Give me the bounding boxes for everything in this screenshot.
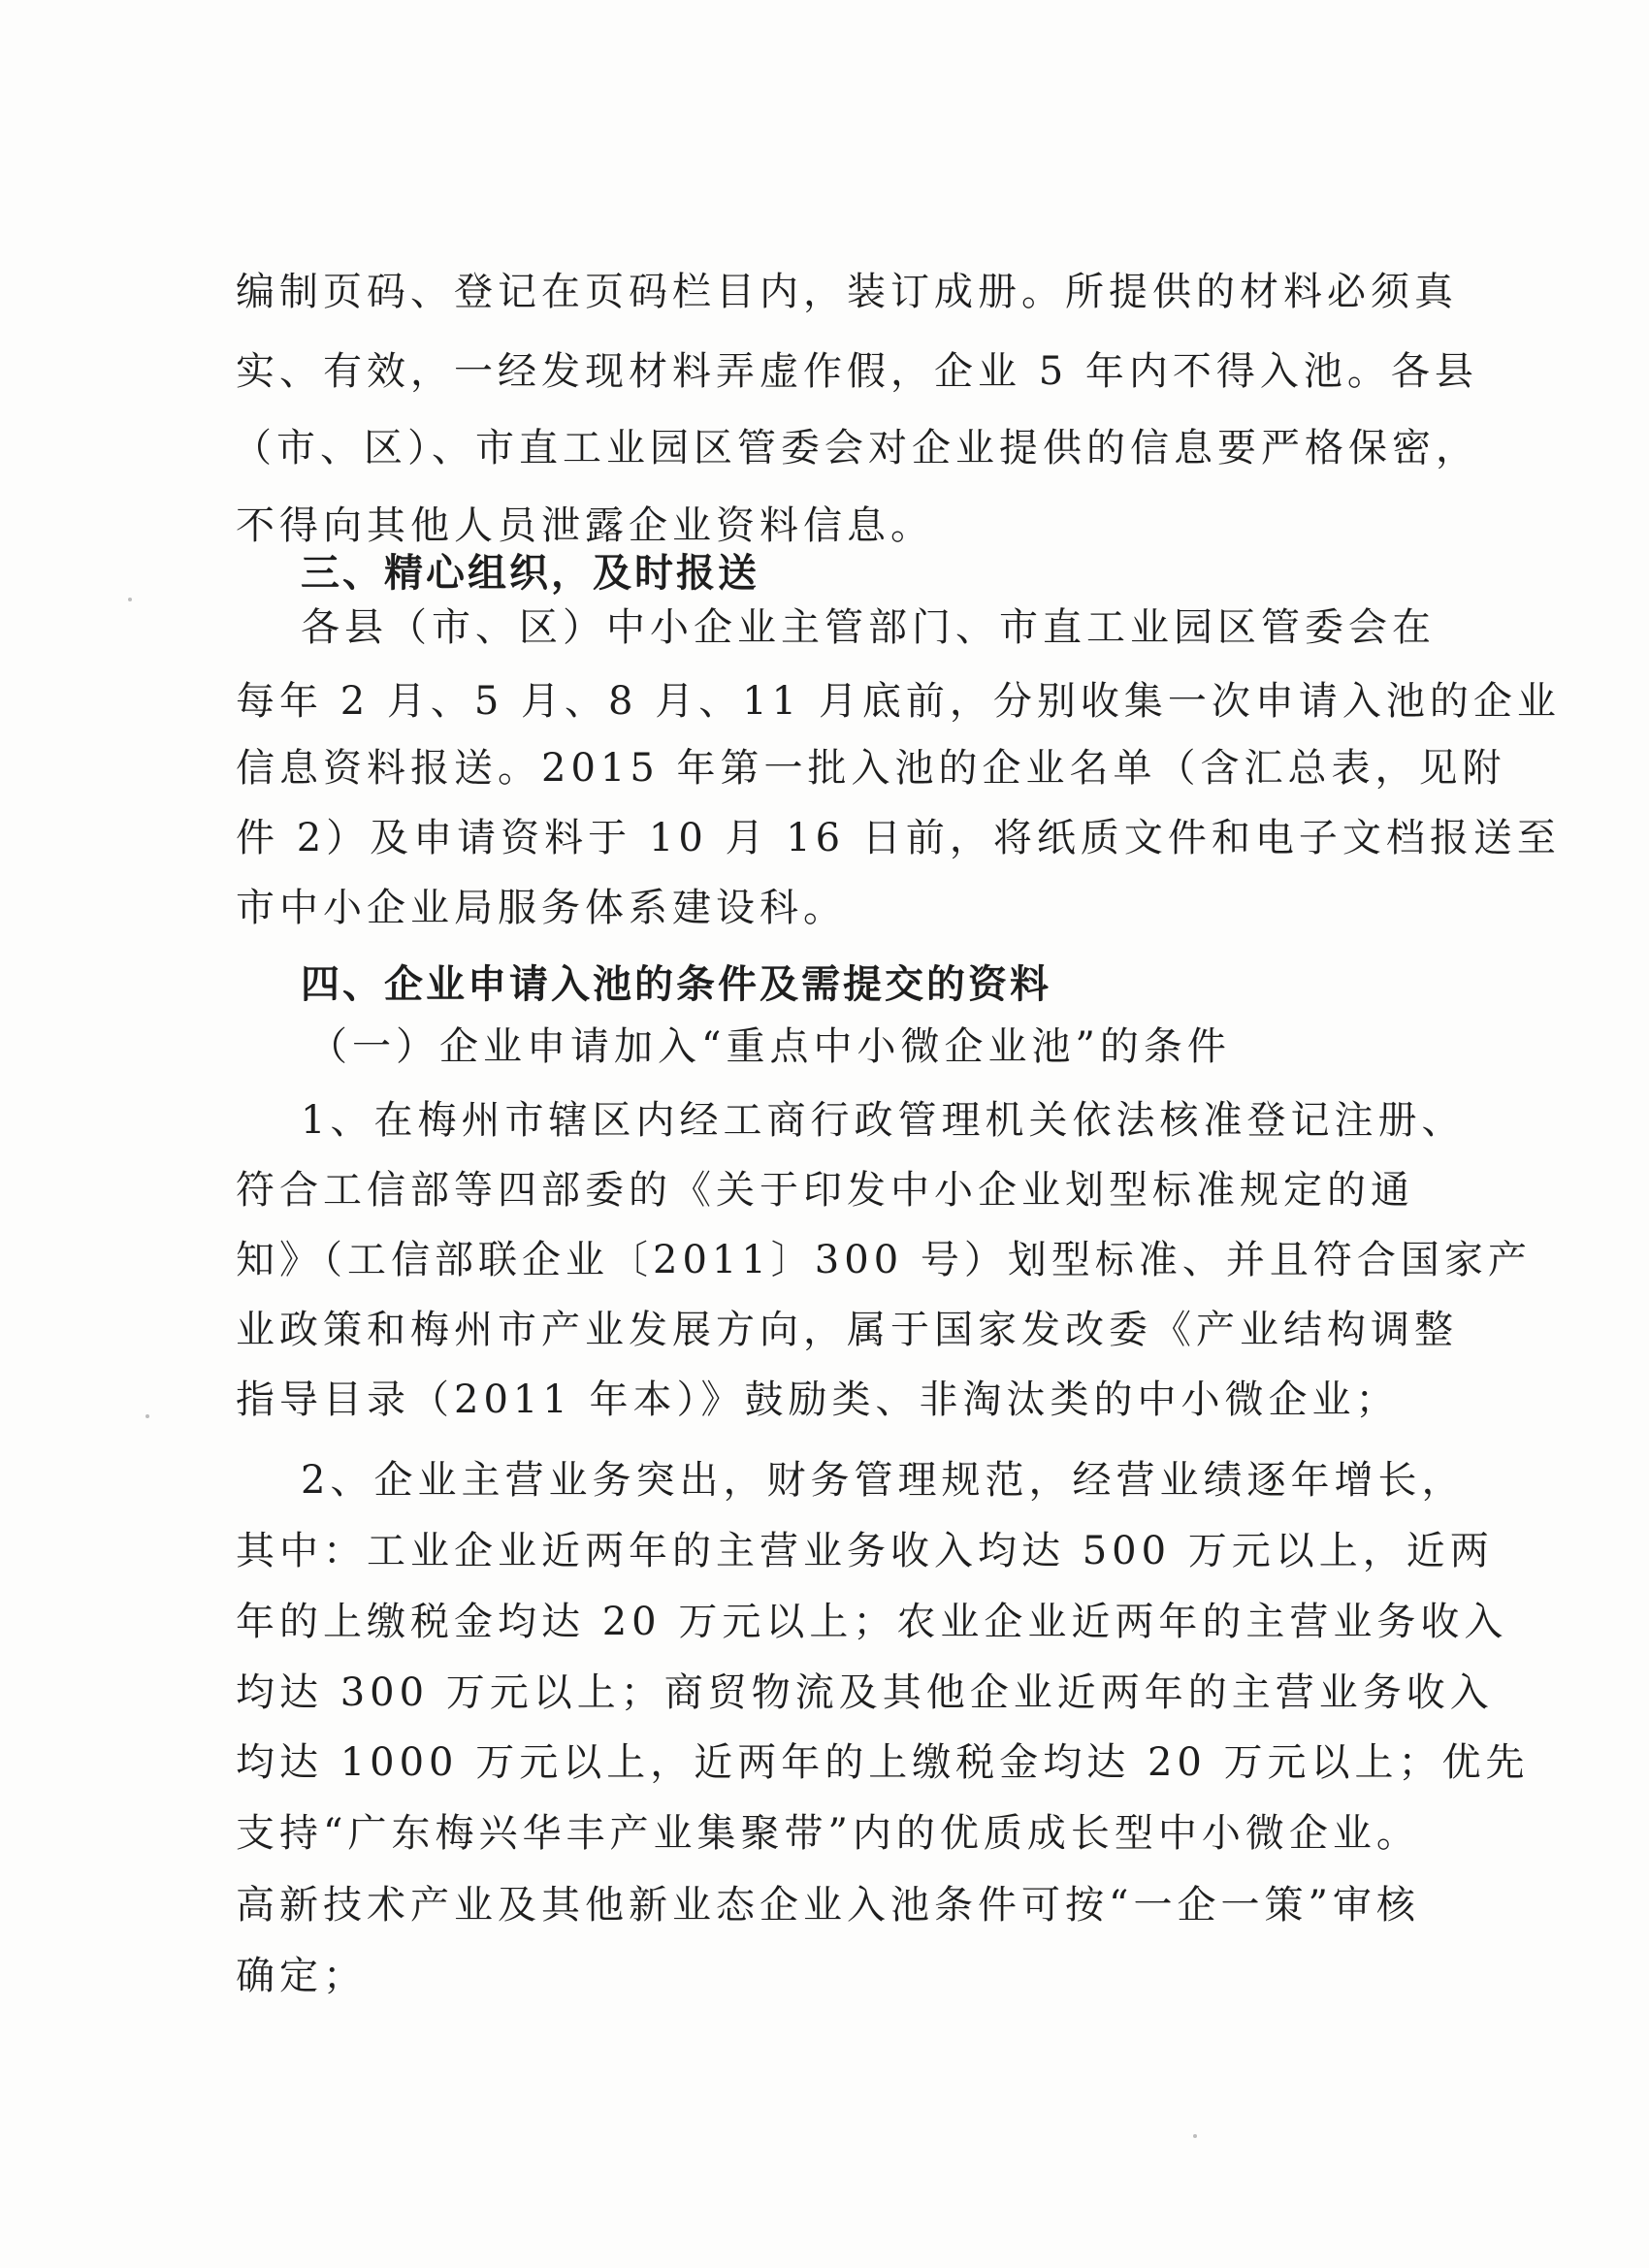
paragraph-line: 不得向其他人员泄露企业资料信息。 [236, 503, 934, 548]
scan-speck [1193, 2134, 1197, 2138]
paragraph-line: 2、企业主营业务突出，财务管理规范，经营业绩逐年增长， [301, 1458, 1466, 1503]
section-heading: 三、精心组织，及时报送 [301, 551, 760, 596]
paragraph-line: 支持“广东梅兴华丰产业集聚带”内的优质成长型中小微企业。 [236, 1811, 1420, 1856]
paragraph-line: 知》（工信部联企业〔2011〕300 号）划型标准、并且符合国家产 [236, 1238, 1532, 1282]
paragraph-line: 信息资料报送。2015 年第一批入池的企业名单（含汇总表，见附 [236, 746, 1506, 791]
paragraph-line: 1、在梅州市辖区内经工商行政管理机关依法核准登记注册、 [301, 1098, 1466, 1143]
paragraph-line: 高新技术产业及其他新业态企业入池条件可按“一企一策”审核 [236, 1883, 1420, 1928]
paragraph-line: 符合工信部等四部委的《关于印发中小企业划型标准规定的通 [236, 1168, 1414, 1213]
section-heading: 四、企业申请入池的条件及需提交的资料 [301, 962, 1051, 1007]
paragraph-line: 件 2）及申请资料于 10 月 16 日前，将纸质文件和电子文档报送至 [236, 816, 1561, 860]
subsection-heading: （一）企业申请加入“重点中小微企业池”的条件 [308, 1024, 1231, 1069]
paragraph-line: 业政策和梅州市产业发展方向，属于国家发改委《产业结构调整 [236, 1308, 1458, 1352]
paragraph-line: 编制页码、登记在页码栏目内，装订成册。所提供的材料必须真 [236, 270, 1458, 314]
paragraph-line: 年的上缴税金均达 20 万元以上；农业企业近两年的主营业务收入 [236, 1600, 1508, 1644]
paragraph-line: 市中小企业局服务体系建设科。 [236, 886, 847, 930]
paragraph-line: 每年 2 月、5 月、8 月、11 月底前，分别收集一次申请入池的企业 [236, 679, 1561, 724]
paragraph-line: 均达 1000 万元以上，近两年的上缴税金均达 20 万元以上；优先 [236, 1740, 1530, 1785]
paragraph-line: 其中：工业企业近两年的主营业务收入均达 500 万元以上，近两 [236, 1529, 1494, 1573]
paragraph-line: 指导目录（2011 年本）》鼓励类、非淘汰类的中小微企业； [236, 1377, 1400, 1422]
scan-speck [128, 598, 132, 601]
paragraph-line: 均达 300 万元以上；商贸物流及其他企业近两年的主营业务收入 [236, 1670, 1494, 1715]
paragraph-line: 实、有效，一经发现材料弄虚作假，企业 5 年内不得入池。各县 [236, 349, 1478, 394]
scan-speck [146, 1414, 149, 1418]
paragraph-line: （市、区）、市直工业园区管委会对企业提供的信息要严格保密， [233, 426, 1479, 470]
paragraph-line: 各县（市、区）中小企业主管部门、市直工业园区管委会在 [301, 605, 1436, 650]
paragraph-line: 确定； [236, 1954, 367, 1998]
